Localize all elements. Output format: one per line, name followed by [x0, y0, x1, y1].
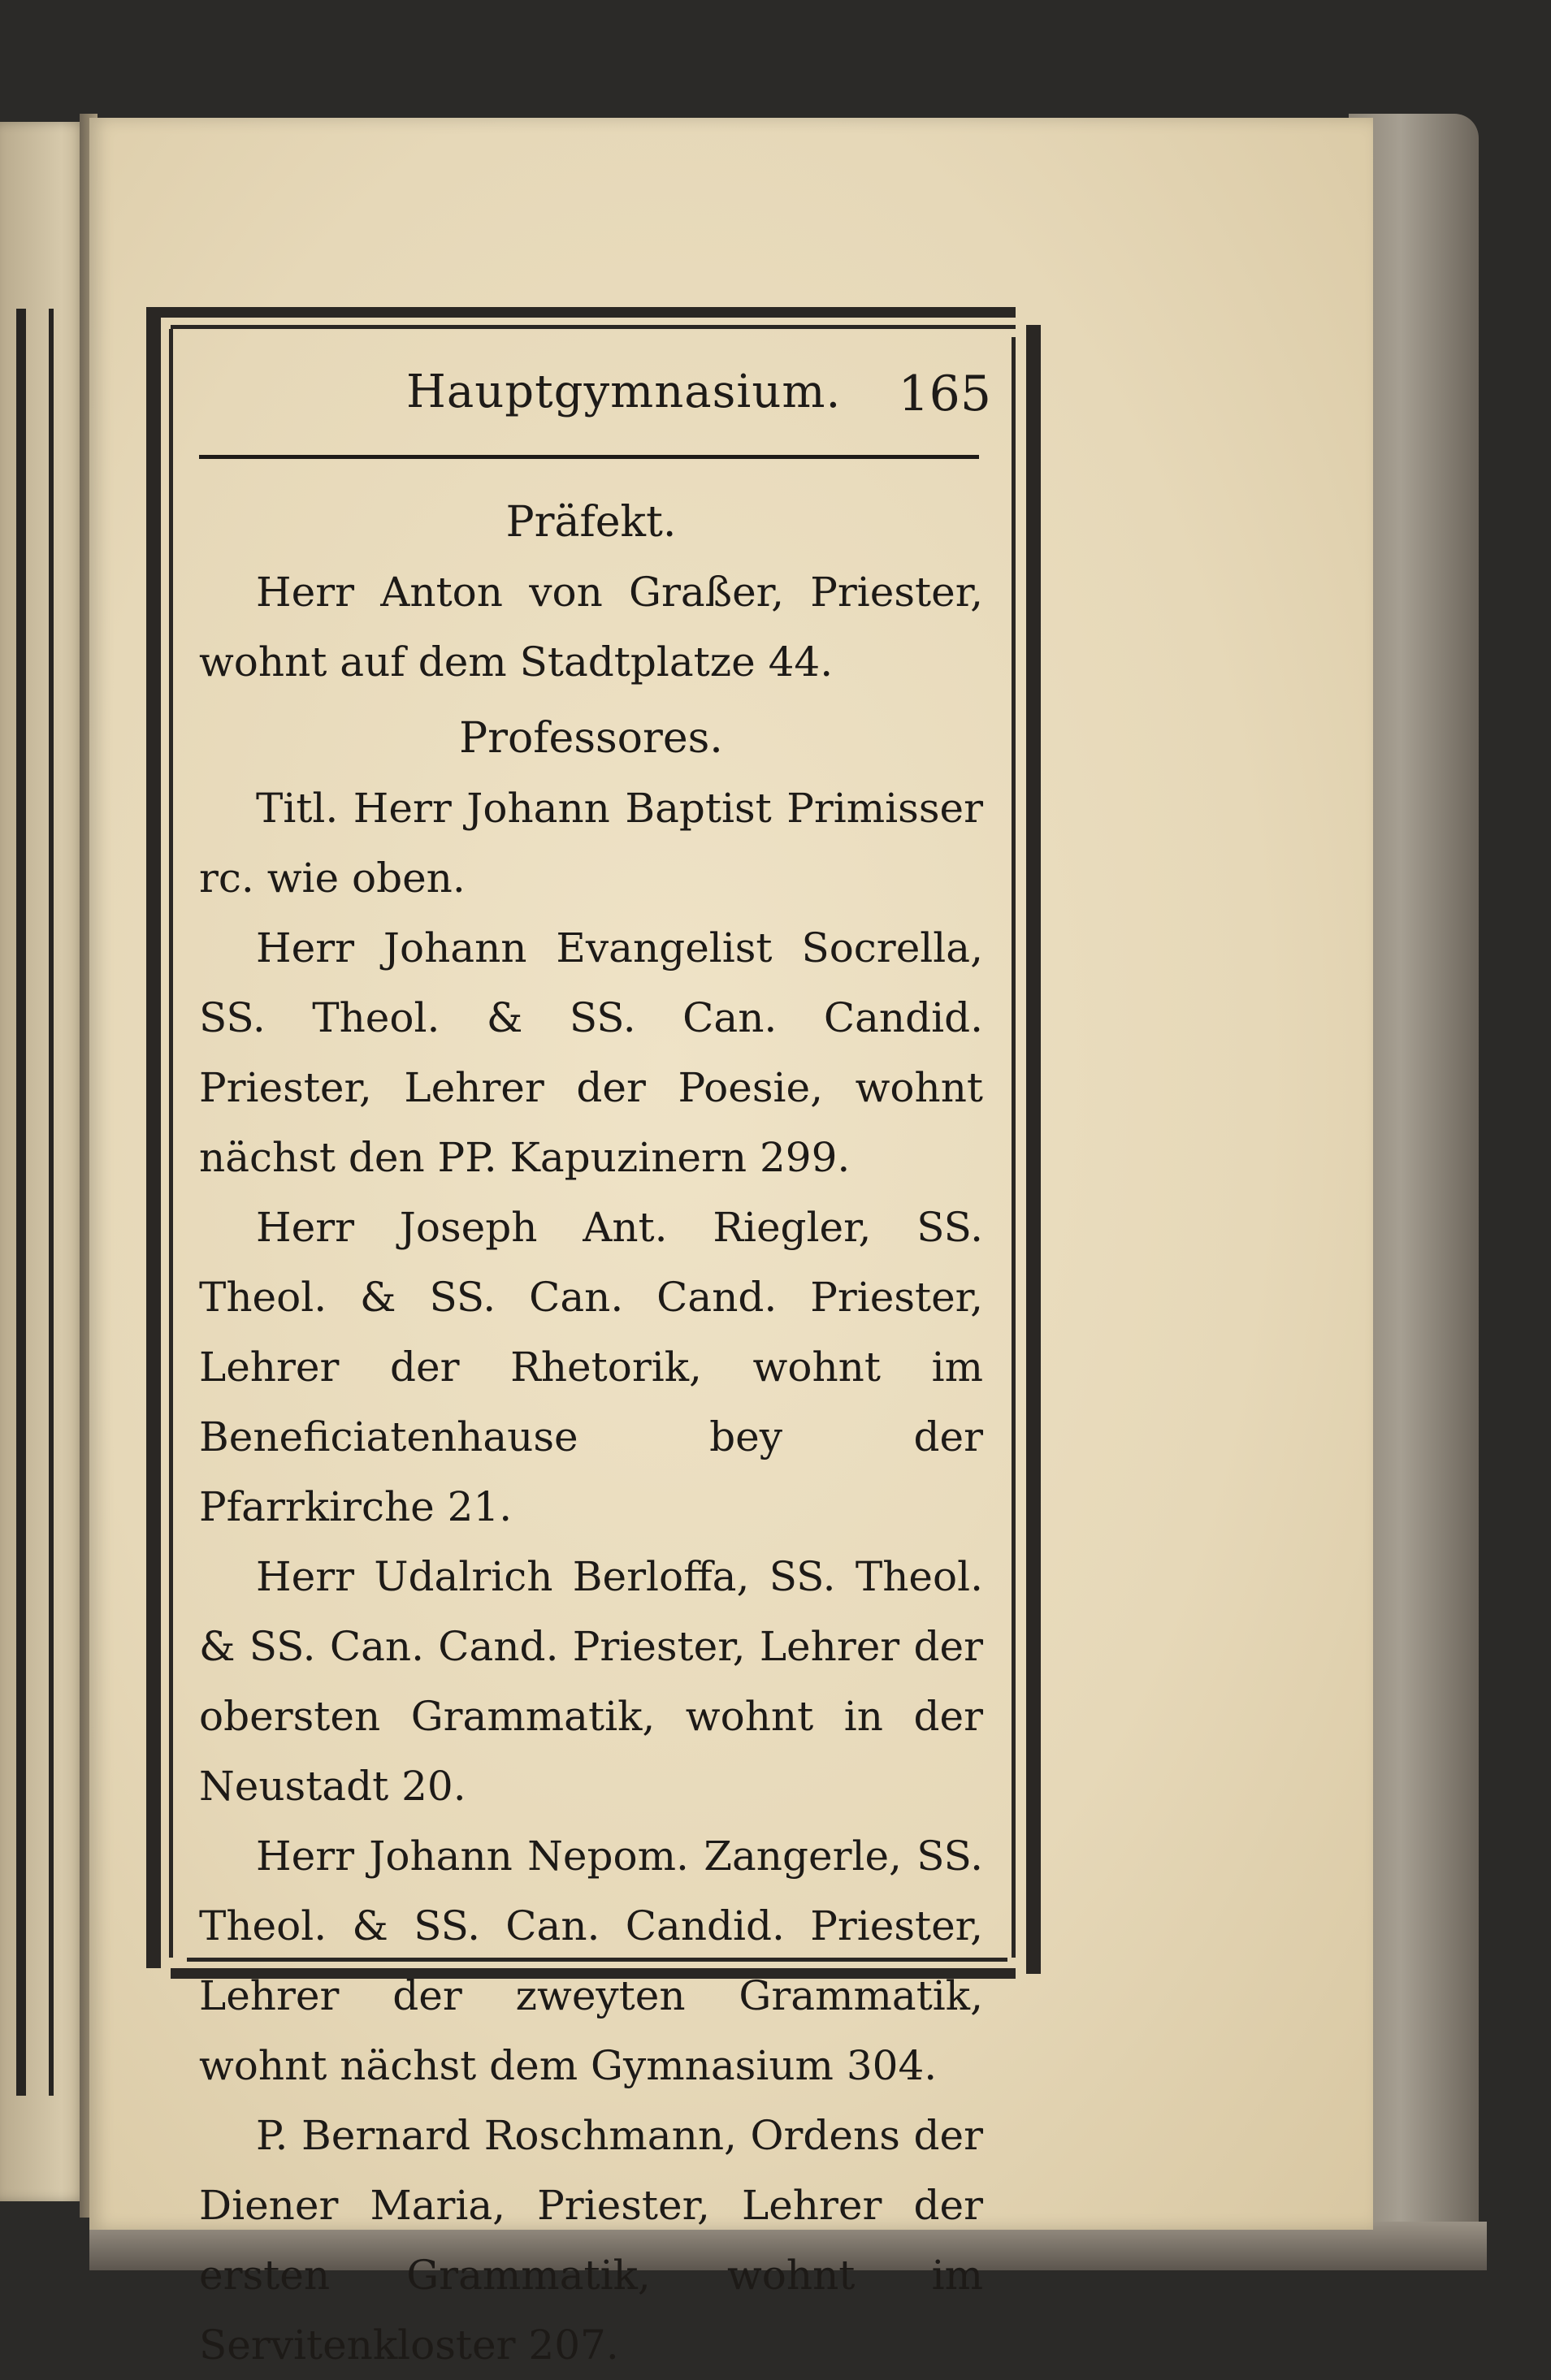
- frame-right-inner-rule: [1012, 337, 1016, 1958]
- page-body: [199, 487, 983, 2380]
- entry-riegler: Herr Joseph Ant. Riegler, SS. Theol. & SS. Can. Cand. Priester, Lehrer der Rhetorik, wohnt im Beneficiatenhause bey der Pfarrkirche 21.: [199, 1204, 983, 1530]
- frame-top-inner-rule: [171, 325, 1016, 329]
- frame-left-inner-rule: [169, 329, 173, 1958]
- entry-grasser: Herr Anton von Graßer, Priester, wohnt auf dem Stadtplatze 44.: [199, 569, 983, 686]
- section-heading-praefekt: Präfekt.: [505, 498, 677, 547]
- entry-socrella: Herr Johann Evangelist Socrella, SS. Theol. & SS. Can. Candid. Priester, Lehrer der Poesie, wohnt nächst den PP. Kapuzinern 299.: [199, 924, 983, 1181]
- entry-primisser: Titl. Herr Johann Baptist Primisser rc. wie oben.: [199, 785, 983, 902]
- frame-left-rule: [146, 307, 161, 1968]
- running-head-title: Hauptgymnasium.: [406, 366, 842, 418]
- entry-berloffa: Herr Udalrich Berloffa, SS. Theol. & SS. Can. Cand. Priester, Lehrer der obersten Grammatik, wohnt in der Neustadt 20.: [199, 1553, 983, 1810]
- entry-zangerle: Herr Johann Nepom. Zangerle, SS. Theol. & SS. Can. Candid. Priester, Lehrer der zweyten Grammatik, wohnt nächst dem Gymnasium 304.: [199, 1833, 983, 2089]
- page-number: 165: [898, 366, 991, 422]
- section-heading-professores: Professores.: [459, 714, 723, 763]
- entry-roschmann: P. Bernard Roschmann, Ordens der Diener Maria, Priester, Lehrer der ersten Grammatik, wohnt im Servitenkloster 207.: [199, 2112, 983, 2369]
- header-rule: [199, 455, 979, 459]
- frame-right-rule: [1026, 325, 1041, 1974]
- left-page-frame-rule: [49, 309, 54, 2096]
- left-page: [0, 122, 88, 2201]
- frame-top-rule: [146, 307, 1016, 318]
- left-page-frame-rule: [16, 309, 26, 2096]
